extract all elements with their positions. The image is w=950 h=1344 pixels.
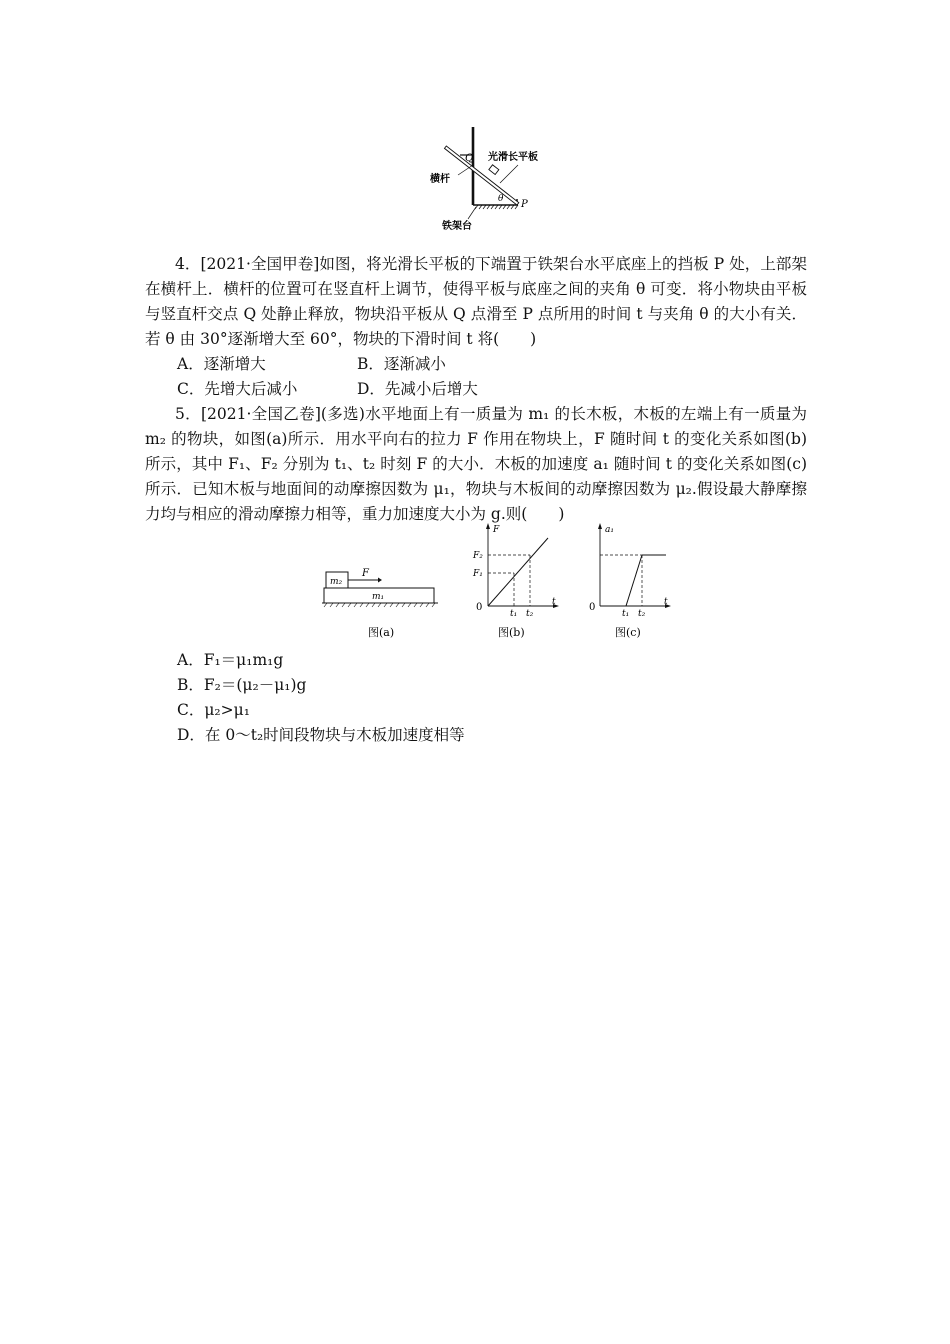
svg-text:t₂: t₂	[638, 609, 646, 619]
svg-text:t: t	[552, 597, 556, 607]
caption-a: 图(a)	[368, 626, 395, 639]
svg-text:m₂: m₂	[330, 577, 343, 587]
accel-line	[626, 555, 642, 606]
svg-text:F: F	[493, 525, 500, 535]
svg-text:t: t	[664, 597, 668, 607]
q4-option-b[interactable]: B．逐渐减小	[357, 355, 446, 373]
q5-option-a[interactable]: A．F₁＝μ₁m₁g	[177, 651, 284, 669]
q4-option-c[interactable]: C．先增大后减小	[177, 380, 298, 398]
svg-text:F₁: F₁	[473, 569, 483, 579]
svg-text:0: 0	[476, 602, 483, 613]
board-block-figure	[310, 520, 682, 646]
caption-b: 图(b)	[498, 626, 525, 639]
small-block	[489, 165, 499, 175]
label-P: P	[521, 199, 528, 210]
q5-option-d[interactable]: D．在 0～t₂时间段物块与木板加速度相等	[177, 726, 465, 744]
force-line	[488, 538, 548, 606]
label-stand: 铁架台	[442, 221, 472, 232]
label-crossbar: 横杆	[430, 174, 450, 185]
figure-c	[589, 523, 671, 639]
figure-a	[322, 568, 438, 639]
q5-option-b[interactable]: B．F₂＝(μ₂－μ₁)g	[177, 676, 307, 694]
question-5-options	[177, 648, 465, 748]
question-4-options	[177, 352, 537, 402]
svg-text:t₁: t₁	[622, 609, 630, 619]
q5-option-c[interactable]: C．μ₂>μ₁	[177, 701, 250, 719]
svg-text:F₂: F₂	[473, 551, 483, 561]
question-4-body: 4．[2021·全国甲卷]如图，将光滑长平板的下端置于铁架台水平底座上的挡板 P 处，上部架在横杆上．横杆的位置可在竖直杆上调节，使得平板与底座之间的夹角 θ 可变．将小物块由平板与竖直杆交点 Q 处静止释放，物块沿平板从 Q 点滑至 P 点所用的时间 t 与夹角 θ 的大小有关．若 θ 由 30°逐渐增大至 60°，物块的下滑时间 t 将( )	[145, 255, 807, 348]
question-5-text	[145, 402, 807, 527]
svg-text:m₁: m₁	[372, 592, 385, 602]
label-plate: 光滑长平板	[488, 152, 538, 163]
q4-option-d[interactable]: D．先减小后增大	[357, 380, 478, 398]
svg-text:F: F	[362, 568, 369, 579]
svg-text:t₁: t₁	[510, 609, 518, 619]
label-theta: θ	[498, 194, 504, 204]
figure-b	[472, 523, 559, 639]
q4-option-a[interactable]: A．逐渐增大	[177, 355, 266, 373]
svg-text:a₁: a₁	[605, 525, 614, 535]
svg-text:0: 0	[589, 602, 596, 613]
svg-text:t₂: t₂	[526, 609, 534, 619]
caption-c: 图(c)	[615, 626, 641, 639]
label-Q: Q	[465, 153, 474, 164]
incline-figure	[428, 125, 568, 235]
question-5-body: 5．[2021·全国乙卷](多选)水平地面上有一质量为 m₁ 的长木板，木板的左端上有一质量为 m₂ 的物块，如图(a)所示．用水平向右的拉力 F 作用在物块上，F 随时间 t 的变化关系如图(b)所示，其中 F₁、F₂ 分别为 t₁、t₂ 时刻 F 的大小．木板的加速度 a₁ 随时间 t 的变化关系如图(c)所示．已知木板与地面间的动摩擦因数为 μ₁，物块与木板间的动摩擦因数为 μ₂.假设最大静摩擦力均与相应的滑动摩擦力相等，重力加速度大小为 g.则( )	[145, 405, 807, 523]
question-4-text	[145, 252, 807, 352]
